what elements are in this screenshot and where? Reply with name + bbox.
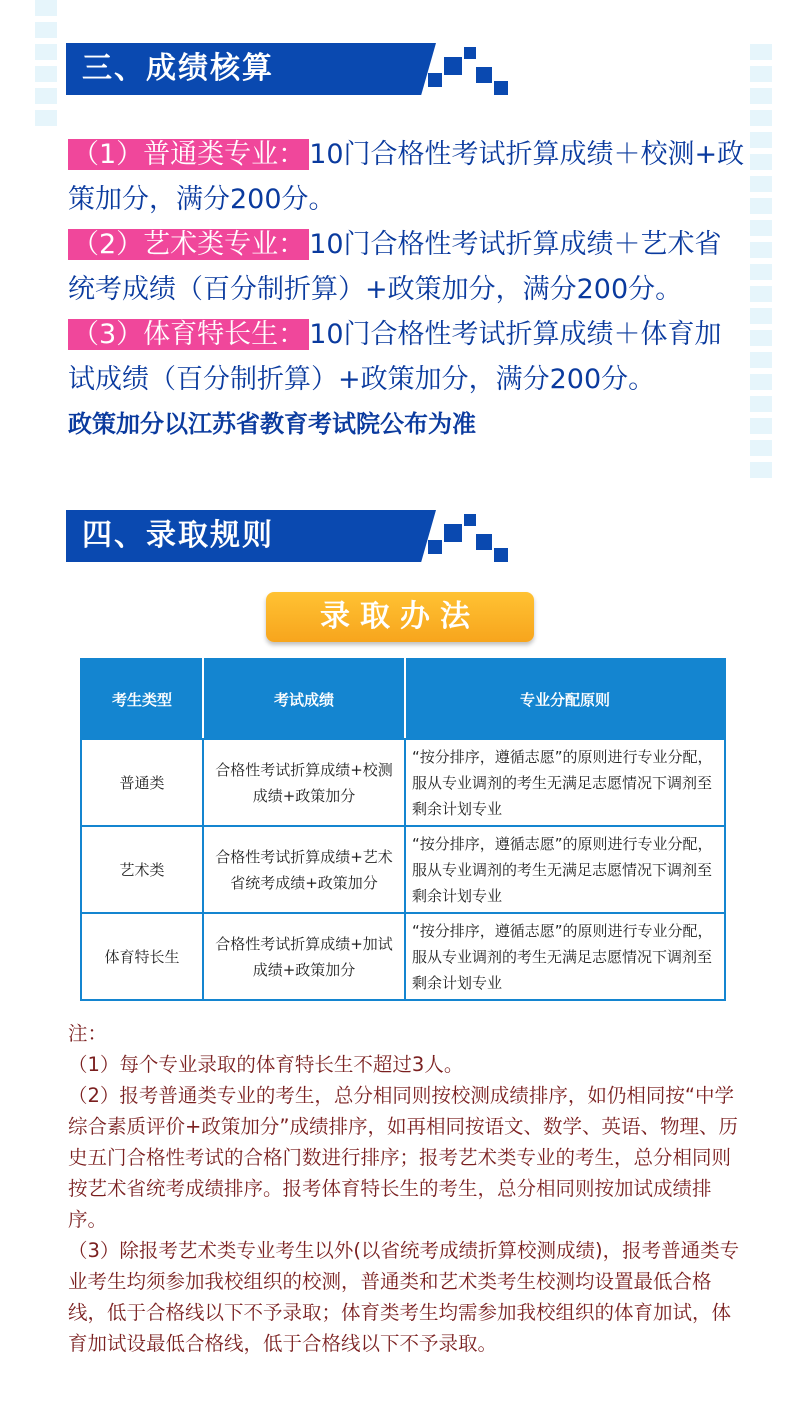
header-allocation-principle: 专业分配原则 (405, 659, 725, 739)
score-tag-art: （2）艺术类专业： (68, 229, 309, 260)
cell-type: 普通类 (81, 739, 203, 826)
section4-header (66, 510, 536, 562)
score-text-art: 10门合格性考试折算成绩＋艺术省统考成绩（百分制折算）+政策加分，满分200分。 (68, 229, 722, 305)
cell-principle: “按分排序，遵循志愿”的原则进行专业分配，服从专业调剂的考生无满足志愿情况下调剂至剩余计划专业 (405, 739, 725, 826)
cell-type: 体育特长生 (81, 913, 203, 1000)
score-text-sports: 10门合格性考试折算成绩＋体育加试成绩（百分制折算）+政策加分，满分200分。 (68, 319, 722, 395)
section4-title: 四、录取规则 (82, 518, 274, 553)
cell-principle: “按分排序，遵循志愿”的原则进行专业分配，服从专业调剂的考生无满足志愿情况下调剂至剩余计划专业 (405, 913, 725, 1000)
table-row (81, 826, 725, 913)
score-item-regular (68, 132, 748, 222)
note-item: （2）报考普通类专业的考生，总分相同则按校测成绩排序，如仍相同按“中学综合素质评价+政策加分”成绩排序，如再相同按语文、数学、英语、物理、历史五门合格性考试的合格门数进行排序；报考艺术类专业的考生，总分相同则按艺术省统考成绩排序。报考体育特长生的考生，总分相同则按加试成绩排序。 (68, 1084, 738, 1231)
left-decoration (35, 0, 57, 132)
table-row (81, 913, 725, 1000)
header-exam-score: 考试成绩 (203, 659, 405, 739)
admission-method-label: 录取办法 (266, 592, 534, 642)
score-text-regular: 10门合格性考试折算成绩＋校测+政策加分，满分200分。 (68, 139, 745, 215)
notes-label: 注： (68, 1022, 108, 1045)
cell-score: 合格性考试折算成绩+艺术省统考成绩+政策加分 (203, 826, 405, 913)
score-calculation (68, 132, 748, 447)
note-item: （3）除报考艺术类专业考生以外(以省统考成绩折算校测成绩)，报考普通类专业考生均须参加我校组织的校测，普通类和艺术类考生校测均设置最低合格线，低于合格线以下不予录取；体育类考生均需参加我校组织的体育加试，体育加试设最低合格线，低于合格线以下不予录取。 (68, 1239, 740, 1355)
score-tag-sports: （3）体育特长生： (68, 319, 309, 350)
table-header-row (81, 659, 725, 739)
score-item-sports (68, 312, 748, 402)
section3-title: 三、成绩核算 (82, 51, 274, 86)
cell-score: 合格性考试折算成绩+校测成绩+政策加分 (203, 739, 405, 826)
section3-header (66, 43, 536, 95)
notes-section (68, 1018, 744, 1359)
policy-note: 政策加分以江苏省教育考试院公布为准 (68, 410, 476, 438)
right-decoration (750, 44, 772, 484)
admission-rules-table (80, 658, 726, 1001)
header-student-type: 考生类型 (81, 659, 203, 739)
cell-score: 合格性考试折算成绩+加试成绩+政策加分 (203, 913, 405, 1000)
table-row (81, 739, 725, 826)
score-item-art (68, 222, 748, 312)
score-tag-regular: （1）普通类专业： (68, 139, 309, 170)
cell-principle: “按分排序，遵循志愿”的原则进行专业分配，服从专业调剂的考生无满足志愿情况下调剂至剩余计划专业 (405, 826, 725, 913)
note-item: （1）每个专业录取的体育特长生不超过3人。 (68, 1053, 464, 1076)
cell-type: 艺术类 (81, 826, 203, 913)
